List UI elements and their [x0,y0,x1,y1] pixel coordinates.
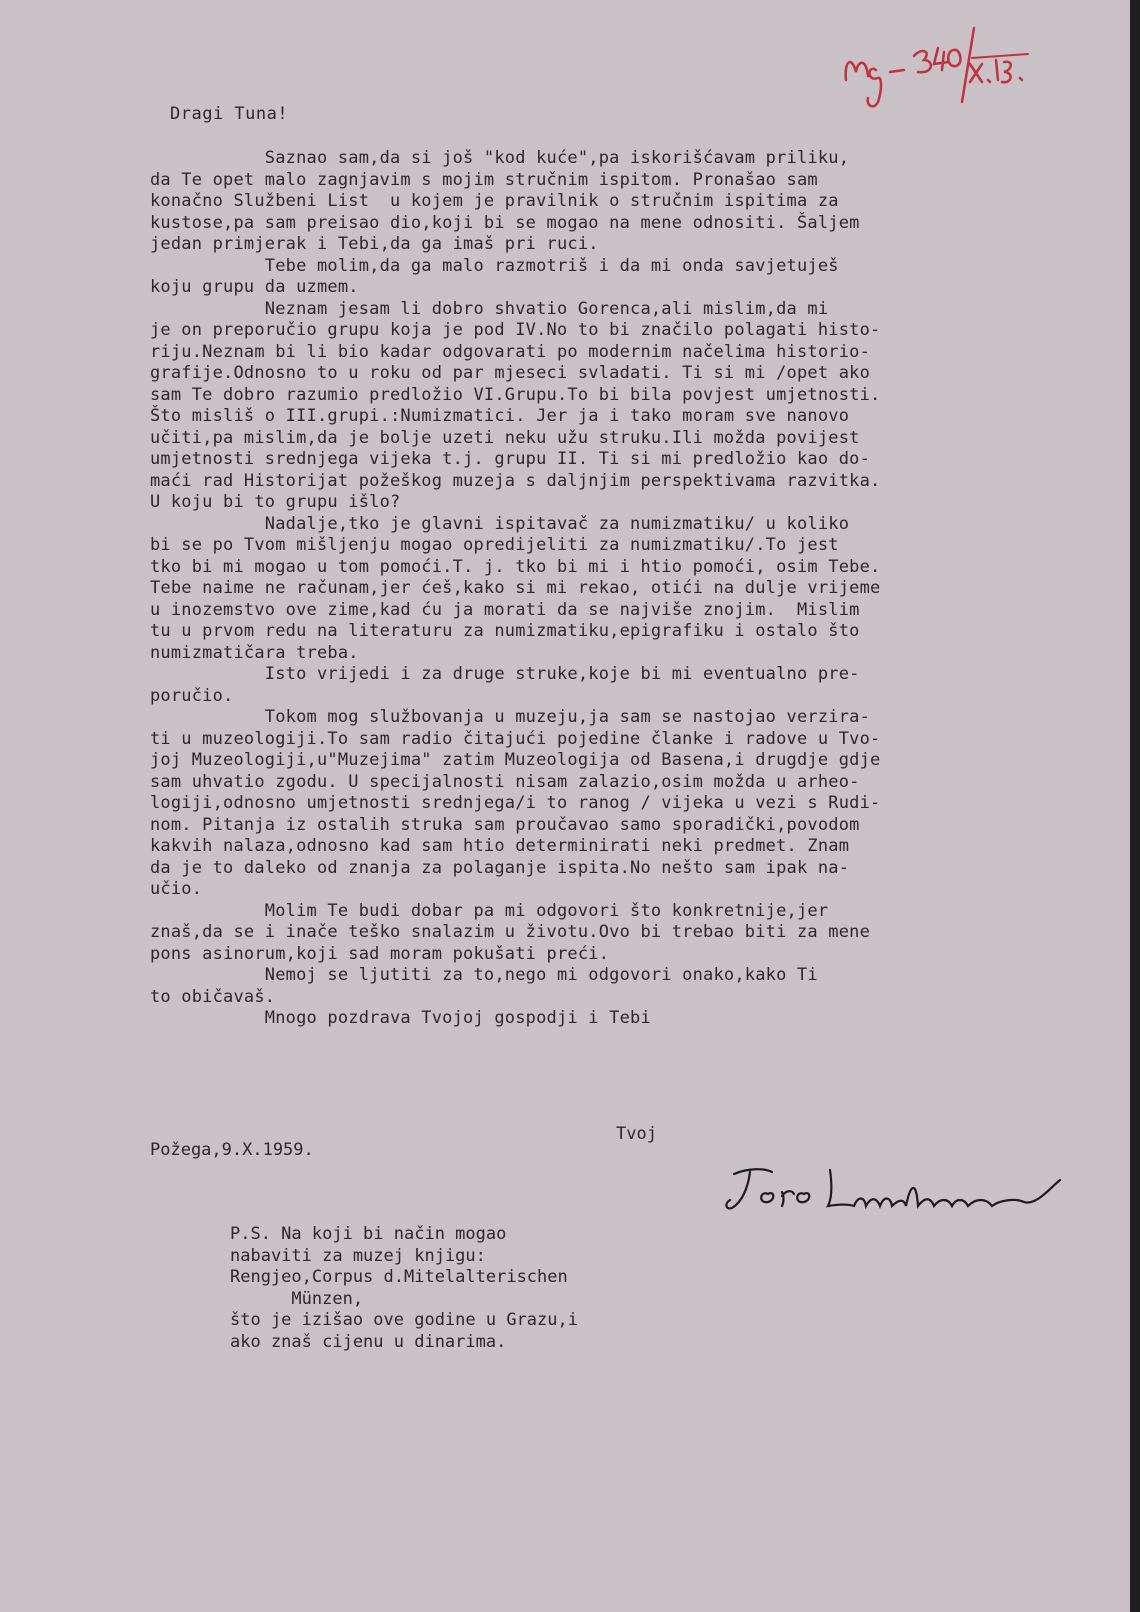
body-line: joj Muzeologiji,u"Muzejima" zatim Muzeologija od Basena,i drugdje gdje [150,750,881,770]
ps-line: ako znaš cijenu u dinarima. [230,1331,507,1352]
body-line: koju grupu da uzmem. [150,277,359,297]
body-line: Tebe naime ne računam,jer ćeš,kako si mi rekao, otići na dulje vrijeme [150,578,881,598]
body-line: riju.Neznam bi li bio kadar odgovarati po modernim načelima historio- [150,341,871,362]
body-line: ti u muzeologiji.To sam radio čitajući pojedine članke i radove u Tvo- [150,728,881,749]
body-line: Što misliš o III.grupi.:Numizmatici. Jer ja i tako moram sve nanovo [150,406,850,426]
ps-line: nabaviti za muzej knjigu: [230,1245,486,1266]
body-line: U koju bi to grupu išlo? [150,492,401,512]
body-line: maći rad Historijat požeškog muzeja s daljnjim perspektivama razvitka. [150,470,881,491]
body-line: jedan primjerak i Tebi,da ga imaš pri ruci. [150,234,599,254]
letter-date: Požega,9.X.1959. [150,1140,314,1160]
body-line: pons asinorum,koji sad moram pokušati preći. [150,943,610,964]
scan-edge [1130,0,1140,1612]
ps-line: Rengjeo,Corpus d.Mitelalterischen [230,1267,568,1287]
postscript [230,1224,578,1353]
body-line: Tokom mog službovanja u muzeju,ja sam se nastojao verzira- [150,707,871,727]
body-line: tu u prvom redu na literaturu za numizmatiku,epigrafiku i ostalo što [150,621,860,641]
body-line: Nemoj se ljutiti za to,nego mi odgovori onako,kako Ti [150,965,818,985]
body-line: kakvih nalaza,odnosno kad sam htio determinirati neki predmet. Znam [150,836,850,856]
body-line: tko bi mi mogao u tom pomoći.T. j. tko bi mi i htio pomoći, osim Tebe. [150,556,881,577]
body-line: u inozemstvo ove zime,kad ću ja morati da se najviše znojim. Mislim [150,599,860,620]
handwritten-signature [720,1160,1080,1220]
body-line: Saznao sam,da si još "kod kuće",pa iskorišćavam priliku, [150,148,850,168]
body-line: kustose,pa sam preisao dio,koji bi se mogao na mene odnositi. Šaljem [150,212,860,233]
body-line: grafije.Odnosno to u roku od par mjeseci svladati. Ti si mi /opet ako [150,363,871,383]
body-line: numizmatičara treba. [150,642,359,663]
body-line: učiti,pa mislim,da je bolje uzeti neku užu struku.Ili možda povijest [150,427,860,448]
archive-annotation [838,20,1078,110]
body-line: konačno Službeni List u kojem je pravilnik o stručnim ispitima za [150,191,839,211]
body-line: učio. [150,879,203,899]
body-line: Nadalje,tko je glavni ispitavač za numizmatiku/ u koliko [150,513,850,534]
body-line: da Te opet malo zagnjavim s mojim stručnim ispitom. Pronašao sam [150,169,818,190]
body-line: poručio. [150,685,234,706]
body-line: sam Te dobro razumio predložio VI.Grupu.To bi bila povjest umjetnosti. [150,384,881,405]
ps-line: Münzen, [230,1288,364,1309]
letter-greeting: Dragi Tuna! [170,104,289,124]
body-line: Isto vrijedi i za druge struke,koje bi mi eventualno pre- [150,664,860,684]
letter-closing: Tvoj [616,1124,657,1144]
body-line: da je to daleko od znanja za polaganje ispita.No nešto sam ipak na- [150,857,850,878]
body-line: bi se po Tvom mišljenju mogao opredijeliti za numizmatiku/.To jest [150,535,839,555]
body-line: logiji,odnosno umjetnosti srednjega/i to ranog / vijeka u vezi s Rudi- [150,793,881,813]
body-line: Neznam jesam li dobro shvatio Gorenca,ali mislim,da mi [150,298,829,319]
body-line: umjetnosti srednjega vijeka t.j. grupu II. Ti si mi predložio kao do- [150,449,871,469]
ps-line: što je izišao ove godine u Grazu,i [230,1310,578,1330]
body-line: znaš,da se i inače teško snalazim u životu.Ovo bi trebao biti za mene [150,922,871,942]
body-line: sam uhvatio zgodu. U specijalnosti nisam zalazio,osim možda u arheo- [150,771,860,792]
body-line: Mnogo pozdrava Tvojoj gospodji i Tebi [150,1008,651,1028]
body-line: Tebe molim,da ga malo razmotriš i da mi onda savjetuješ [150,255,839,276]
ps-line: P.S. Na koji bi način mogao [230,1224,507,1244]
body-line: je on preporučio grupu koja je pod IV.No to bi značilo polagati histo- [150,320,881,340]
body-line: to običavaš. [150,986,276,1007]
body-line: nom. Pitanja iz ostalih struka sam proučavao samo sporadički,povodom [150,814,860,835]
body-line: Molim Te budi dobar pa mi odgovori što konkretnije,jer [150,900,829,921]
letter-body [150,148,1110,1030]
